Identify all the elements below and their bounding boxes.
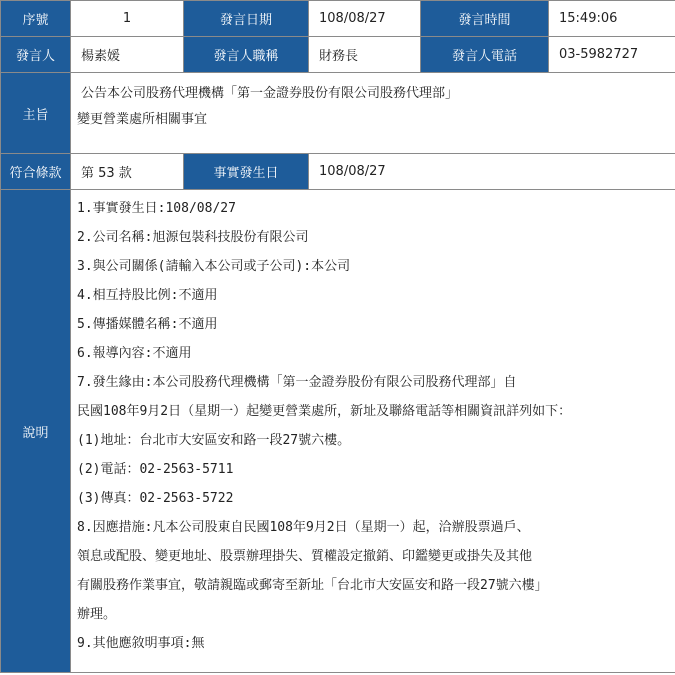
row-serial	[1, 1, 675, 37]
time-value: 15:49:06	[549, 1, 675, 37]
desc-line: 7.發生緣由:本公司股務代理機構「第一金證券股份有限公司股務代理部」自	[77, 375, 517, 390]
desc-line: 4.相互持股比例:不適用	[77, 288, 218, 303]
subject-value	[71, 73, 675, 154]
desc-line: 領息或配股、變更地址、股票辦理掛失、質權設定撤銷、印鑑變更或掛失及其他	[77, 549, 533, 564]
desc-line: 民國108年9月2日（星期一）起變更營業處所，新址及聯絡電話等相關資訊詳列如下：	[77, 404, 572, 419]
row-clause	[1, 154, 675, 190]
seq-label: 序號	[1, 1, 71, 37]
phone-value: 03-5982727	[549, 37, 675, 73]
subject-line-1: 公告本公司股務代理機構「第一金證券股份有限公司股務代理部」	[81, 86, 459, 101]
desc-line: 5.傳播媒體名稱:不適用	[77, 317, 218, 332]
time-label: 發言時間	[421, 1, 549, 37]
clause-value: 第 53 款	[71, 154, 184, 190]
desc-line: 2.公司名稱:旭源包裝科技股份有限公司	[77, 230, 309, 245]
date-value: 108/08/27	[309, 1, 421, 37]
description-value	[71, 190, 675, 673]
clause-label: 符合條款	[1, 154, 71, 190]
desc-line: 8.因應措施:凡本公司股東自民國108年9月2日（星期一）起，洽辦股票過戶、	[77, 520, 530, 535]
speaker-title-label: 發言人職稱	[184, 37, 309, 73]
speaker-title-value: 財務長	[309, 37, 421, 73]
desc-line: 辦理。	[77, 607, 117, 622]
speaker-label: 發言人	[1, 37, 71, 73]
event-date-value: 108/08/27	[309, 154, 675, 190]
subject-line-2: 變更營業處所相關事宜	[77, 112, 208, 127]
desc-line: (3)傳真：02-2563-5722	[77, 491, 234, 506]
desc-line: (1)地址：台北市大安區安和路一段27號六樓。	[77, 433, 351, 448]
subject-label: 主旨	[1, 73, 71, 154]
desc-line: 1.事實發生日:108/08/27	[77, 201, 236, 216]
desc-line: 6.報導內容:不適用	[77, 346, 192, 361]
phone-label: 發言人電話	[421, 37, 549, 73]
description-label: 說明	[1, 190, 71, 673]
speaker-value: 楊素媛	[71, 37, 184, 73]
desc-line: 有關股務作業事宜，敬請親臨或郵寄至新址「台北市大安區安和路一段27號六樓」	[77, 578, 548, 593]
row-description	[1, 190, 675, 673]
desc-line: 3.與公司關係(請輸入本公司或子公司):本公司	[77, 259, 351, 274]
row-speaker	[1, 37, 675, 73]
seq-value: 1	[71, 1, 184, 37]
date-label: 發言日期	[184, 1, 309, 37]
row-subject	[1, 73, 675, 154]
desc-line: (2)電話：02-2563-5711	[77, 462, 234, 477]
desc-line: 9.其他應敘明事項:無	[77, 636, 205, 651]
event-date-label: 事實發生日	[184, 154, 309, 190]
